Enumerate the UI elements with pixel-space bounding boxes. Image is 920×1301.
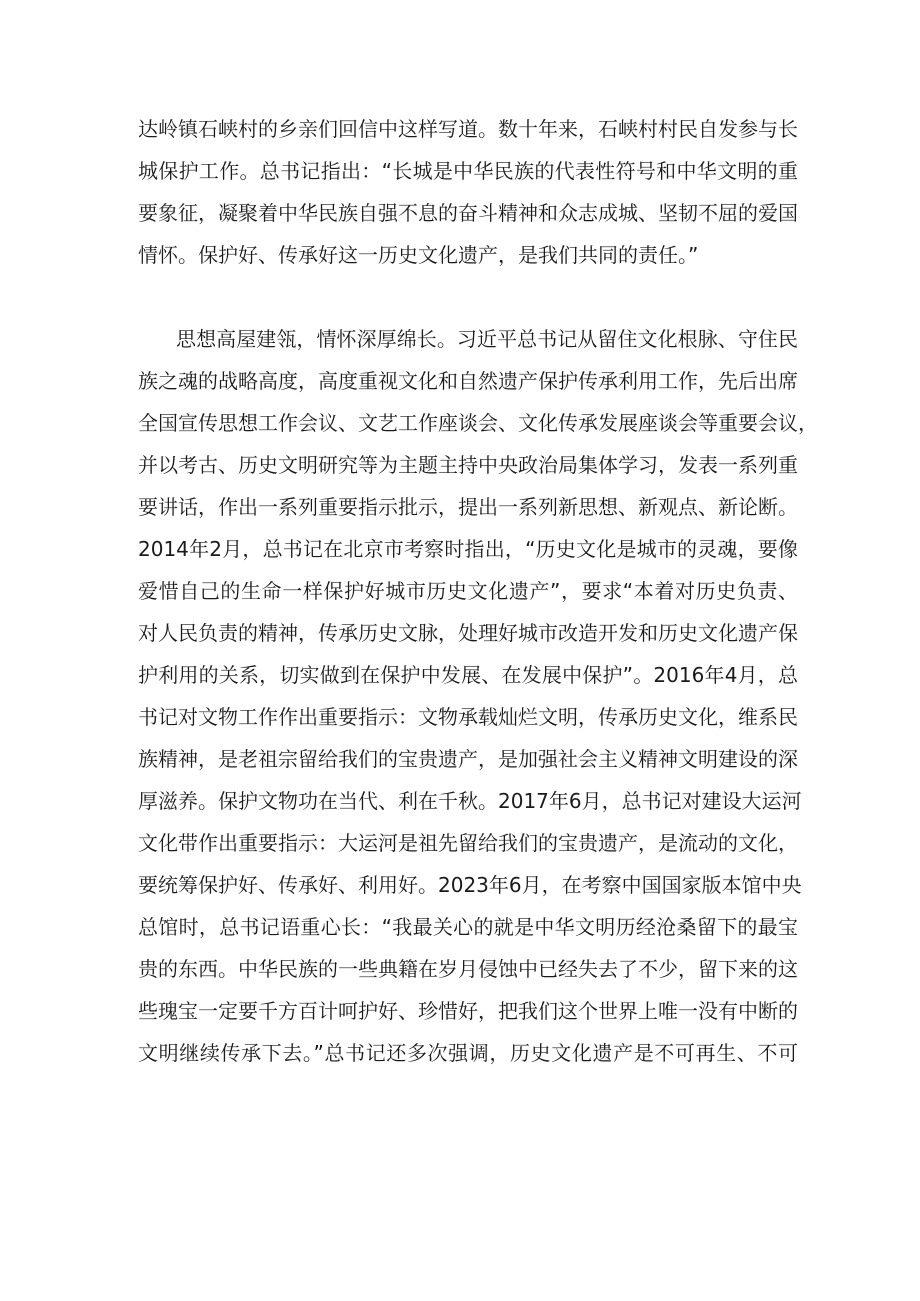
text-line: 族之魂的战略高度，高度重视文化和自然遗产保护传承利用工作，先后出席 — [138, 369, 798, 393]
text-line: 全国宣传思想工作会议、文艺工作座谈会、文化传承发展座谈会等重要会议， — [138, 411, 818, 435]
text-line: 要统筹保护好、传承好、利用好。2023年6月，在考察中国国家版本馆中央 — [138, 873, 802, 897]
text-line: 爱惜自己的生命一样保护好城市历史文化遗产”，要求“本着对历史负责、 — [138, 579, 798, 603]
text-line: 书记对文物工作作出重要指示：文物承载灿烂文明，传承历史文化，维系民 — [138, 705, 798, 729]
text-line: 总馆时，总书记语重心长：“我最关心的就是中华文明历经沧桑留下的最宝 — [138, 915, 798, 939]
text-line: 些瑰宝一定要千方百计呵护好、珍惜好，把我们这个世界上唯一没有中断的 — [138, 999, 798, 1023]
text-line: 文化带作出重要指示：大运河是祖先留给我们的宝贵遗产，是流动的文化， — [138, 831, 798, 855]
text-line: 贵的东西。中华民族的一些典籍在岁月侵蚀中已经失去了不少，留下来的这 — [138, 957, 798, 981]
text-line: 思想高屋建瓴，情怀深厚绵长。习近平总书记从留住文化根脉、守住民 — [176, 327, 798, 351]
text-line: 族精神，是老祖宗留给我们的宝贵遗产，是加强社会主义精神文明建设的深 — [138, 747, 798, 771]
paragraph-1 — [138, 108, 798, 276]
text-line: 对人民负责的精神，传承历史文脉，处理好城市改造开发和历史文化遗产保 — [138, 621, 798, 645]
text-line: 城保护工作。总书记指出：“长城是中华民族的代表性符号和中华文明的重 — [138, 159, 798, 183]
paragraph-spacing — [138, 276, 798, 318]
text-line: 厚滋养。保护文物功在当代、利在千秋。2017年6月，总书记对建设大运河 — [138, 789, 802, 813]
text-line: 达岭镇石峡村的乡亲们回信中这样写道。数十年来，石峡村村民自发参与长 — [138, 117, 798, 141]
paragraph-2 — [138, 318, 818, 1074]
document-body — [138, 108, 818, 1074]
text-line: 文明继续传承下去。”总书记还多次强调，历史文化遗产是不可再生、不可 — [138, 1041, 798, 1065]
text-line: 并以考古、历史文明研究等为主题主持中央政治局集体学习，发表一系列重 — [138, 453, 798, 477]
text-line: 要象征，凝聚着中华民族自强不息的奋斗精神和众志成城、坚韧不屈的爱国 — [138, 201, 798, 225]
text-line: 护利用的关系，切实做到在保护中发展、在发展中保护”。2016年4月，总 — [138, 663, 798, 687]
text-line: 情怀。保护好、传承好这一历史文化遗产，是我们共同的责任。” — [138, 243, 699, 267]
text-line: 要讲话，作出一系列重要指示批示，提出一系列新思想、新观点、新论断。 — [138, 495, 798, 519]
text-line: 2014年2月，总书记在北京市考察时指出，“历史文化是城市的灵魂，要像 — [138, 537, 798, 561]
